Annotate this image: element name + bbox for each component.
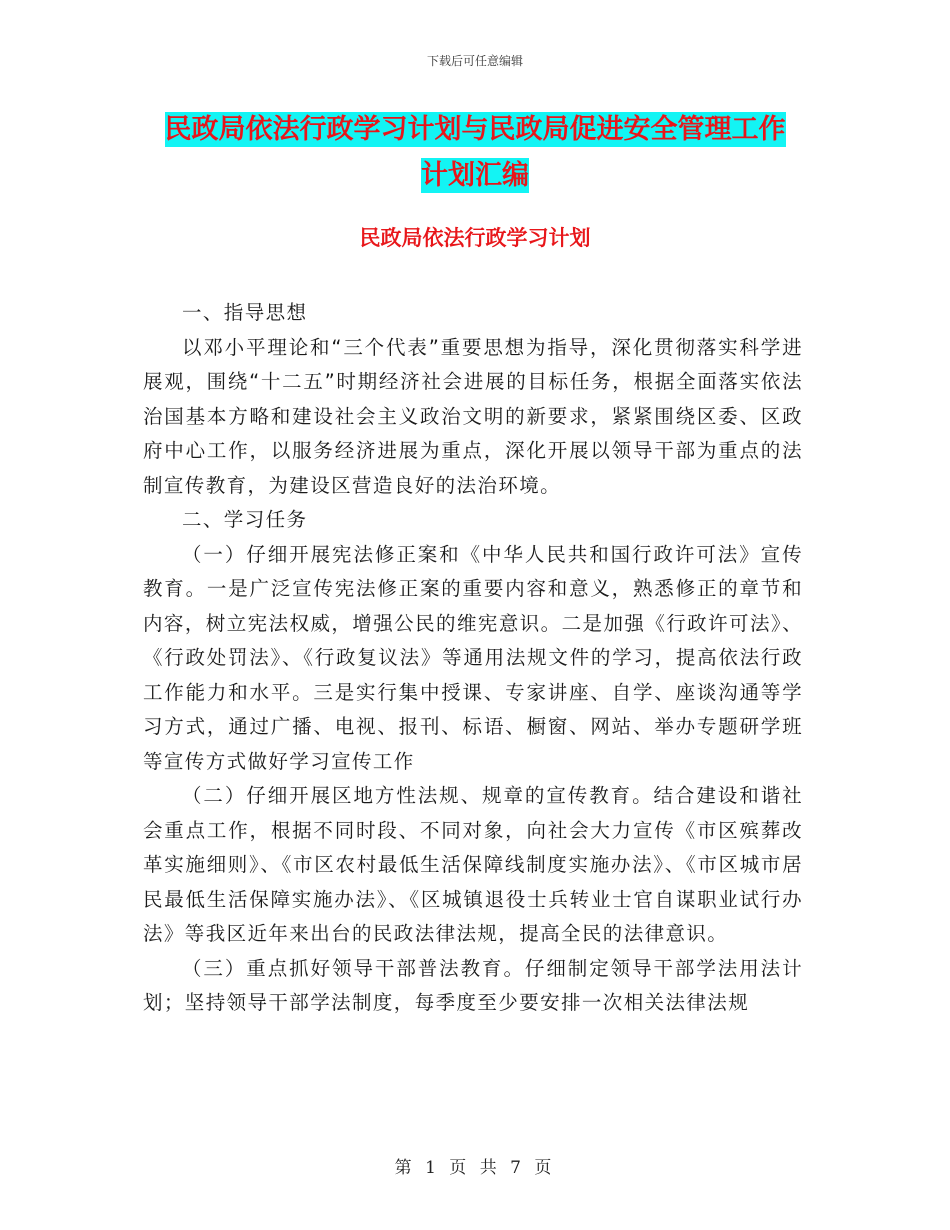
paragraph-heading-1: 一、指导思想 <box>182 301 308 324</box>
document-title-line-2: 计划汇编 <box>421 160 529 191</box>
page-number-footer: 第 1 页 共 7 页 <box>394 1158 556 1178</box>
section-title: 民政局依法行政学习计划 <box>359 226 591 250</box>
paragraph: （三）重点抓好领导干部普法教育。仔细制定领导干部学法用法计划；坚持领导干部学法制度，每季度至少要安排一次相关法律法规 <box>143 956 803 1014</box>
header-note: 下载后可任意编辑 <box>426 54 523 68</box>
document-title-line-1: 民政局依法行政学习计划与民政局促进安全管理工作 <box>164 114 786 145</box>
paragraph-heading-2: 二、学习任务 <box>182 508 308 531</box>
paragraph: （一）仔细开展宪法修正案和《中华人民共和国行政许可法》宣传教育。一是广泛宣传宪法修正案的重要内容和意义，熟悉修正的章节和内容，树立宪法权威，增强公民的维宪意识。二是加强《行政许可法》、《行政处罚法》、《行政复议法》等通用法规文件的学习，提高依法行政工作能力和水平。三是实行集中授课、专家讲座、自学、座谈沟通等学习方式，通过广播、电视、报刊、标语、橱窗、网站、举办专题研学班等宣传方式做好学习宣传工作 <box>143 542 803 773</box>
paragraph: 以邓小平理论和“三个代表”重要思想为指导，深化贯彻落实科学进展观，围绕“十二五”时期经济社会进展的目标任务，根据全面落实依法治国基本方略和建设社会主义政治文明的新要求，紧紧围绕区委、区政府中心工作，以服务经济进展为重点，深化开展以领导干部为重点的法制宣传教育，为建设区营造良好的法治环境。 <box>143 335 803 497</box>
paragraph: （二）仔细开展区地方性法规、规章的宣传教育。结合建设和谐社会重点工作，根据不同时段、不同对象，向社会大力宣传《市区殡葬改革实施细则》、《市区农村最低生活保障线制度实施办法》、《市区城市居民最低生活保障实施办法》、《区城镇退役士兵转业士官自谋职业试行办法》等我区近年来出台的民政法律法规，提高全民的法律意识。 <box>143 784 803 945</box>
document-title <box>120 107 830 199</box>
document-body <box>143 296 803 1021</box>
